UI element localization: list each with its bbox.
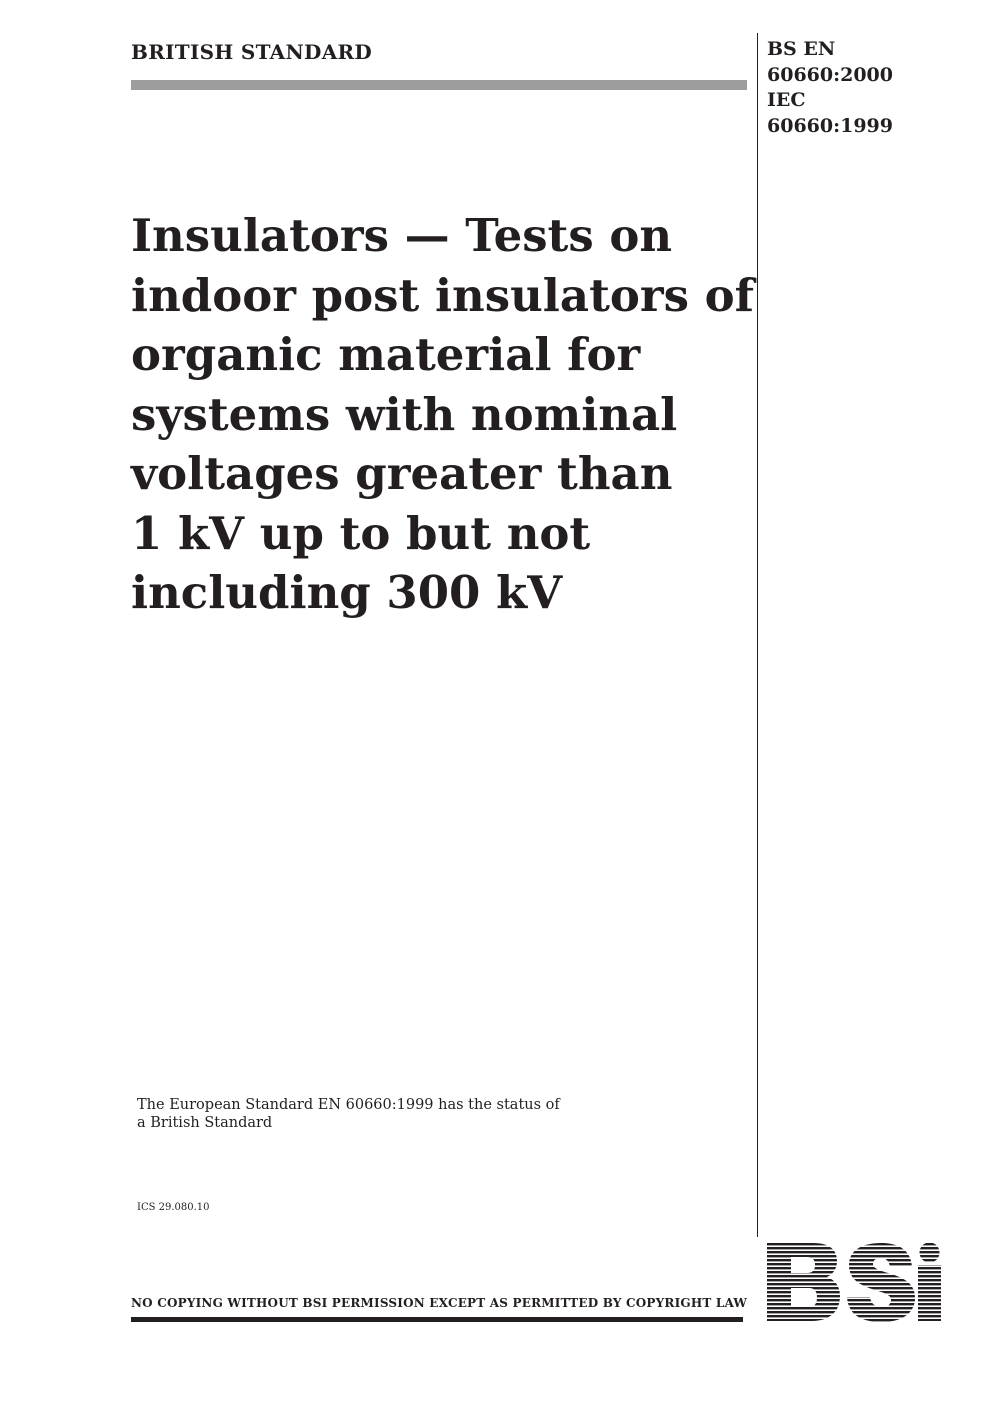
title-line: systems with nominal	[131, 387, 678, 441]
copyright-notice: NO COPYING WITHOUT BSI PERMISSION EXCEPT AS PERMITTED BY COPYRIGHT LAW	[131, 1296, 748, 1310]
title-line: including 300 kV	[131, 566, 563, 619]
standard-number-line: 60660:2000	[767, 63, 893, 86]
standard-number-line: BS EN	[767, 38, 836, 60]
standard-numbers	[767, 37, 893, 139]
status-statement: The European Standard EN 60660:1999 has the status of a British Standard	[137, 1097, 560, 1131]
title-line: indoor post insulators of	[131, 268, 754, 322]
standard-number-line: IEC	[767, 89, 806, 111]
standard-number-line: 60660:1999	[767, 114, 893, 137]
title-line: 1 kV up to but not	[131, 506, 591, 560]
title-line: Insulators — Tests on	[131, 209, 673, 262]
document-title	[131, 206, 754, 623]
ics-code: ICS 29.080.10	[137, 1202, 210, 1213]
footer-rule	[131, 1317, 743, 1322]
header-rule	[131, 80, 747, 90]
title-line: voltages greater than	[131, 447, 673, 500]
publication-type-label: BRITISH STANDARD	[131, 40, 373, 64]
bsi-logo	[767, 1243, 942, 1323]
title-line: organic material for	[131, 328, 641, 381]
vertical-divider	[757, 33, 758, 1237]
